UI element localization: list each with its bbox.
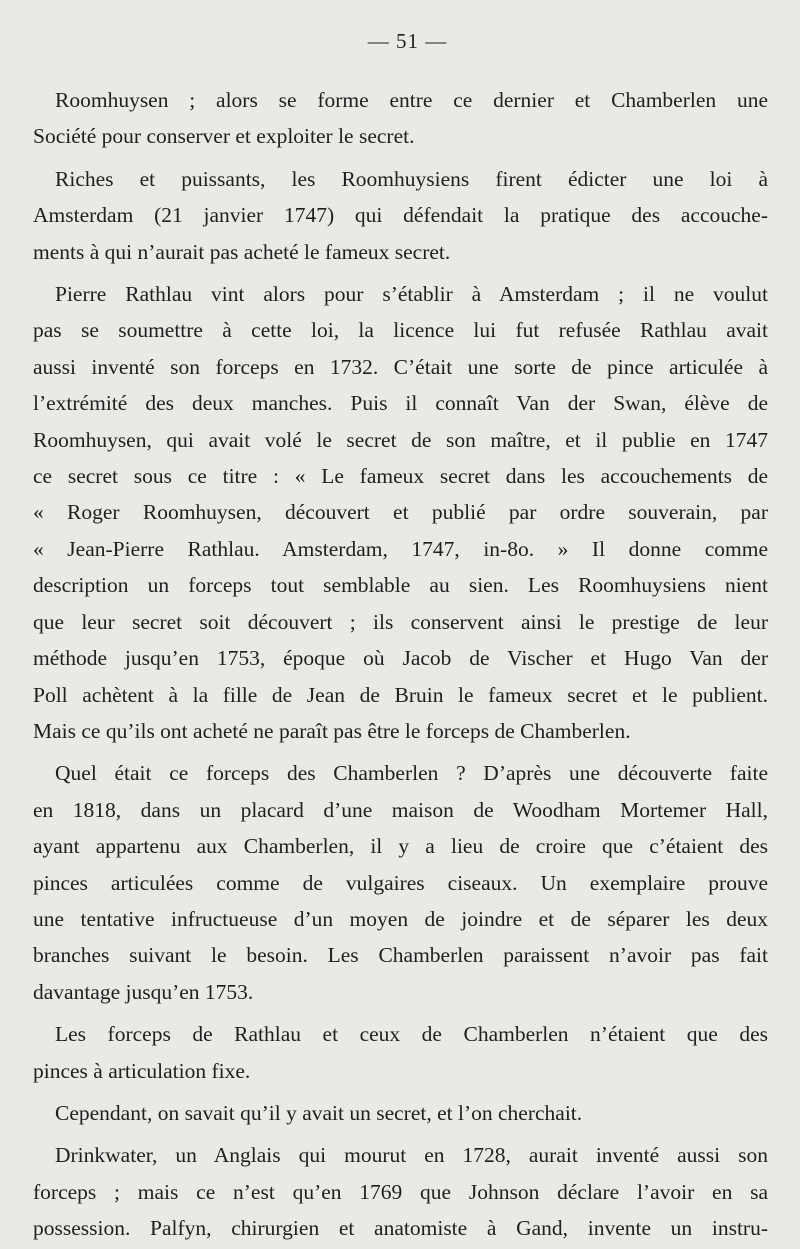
text-line: pas se soumettre à cette loi, la licence lui fut refusée Rathlau avait [33, 318, 768, 343]
text-line: Riches et puissants, les Roomhuysiens firent édicter une loi à [55, 166, 768, 191]
text-line: Roomhuysen ; alors se forme entre ce dernier et Chamberlen une [55, 88, 768, 112]
text-line: Société pour conserver et exploiter le secret. [33, 124, 415, 149]
paragraph [33, 1095, 768, 1131]
text-line: « Jean-Pierre Rathlau. Amsterdam, 1747, in-8o. » Il donne comme [33, 536, 768, 561]
text-line: ce secret sous ce titre : « Le fameux secret dans les accouchements de [33, 464, 768, 489]
text-line: description un forceps tout semblable au sien. Les Roomhuysiens nient [33, 573, 768, 598]
text-line: Pierre Rathlau vint alors pour s’établir à Amsterdam ; il ne voulut [55, 282, 768, 307]
body-text [33, 82, 768, 1247]
text-line: aussi inventé son forceps en 1732. C’était une sorte de pince articulée à [33, 354, 768, 379]
text-line: l’extrémité des deux manches. Puis il connaît Van der Swan, élève de [33, 391, 768, 416]
text-line: ayant appartenu aux Chamberlen, il y a lieu de croire que c’étaient des [33, 834, 768, 859]
paragraph [33, 755, 768, 1010]
text-line: pinces articulées comme de vulgaires ciseaux. Un exemplaire prouve [33, 870, 768, 895]
paragraph [33, 1137, 768, 1246]
text-line: davantage jusqu’en 1753. [33, 979, 254, 1004]
paragraph [33, 161, 768, 270]
page-number: — 51 — [367, 29, 448, 53]
text-line: que leur secret soit découvert ; ils conservent ainsi le prestige de leur [33, 609, 768, 634]
paragraph [33, 276, 768, 749]
text-line: « Roger Roomhuysen, découvert et publié par ordre souverain, par [33, 500, 768, 525]
text-line: pinces à articulation fixe. [33, 1058, 251, 1083]
text-line: Amsterdam (21 janvier 1747) qui défendait la pratique des accouche- [33, 203, 768, 228]
paragraph [33, 82, 768, 155]
text-line: en 1818, dans un placard d’une maison de Woodham Mortemer Hall, [33, 797, 768, 822]
text-line: Drinkwater, un Anglais qui mourut en 1728, aurait inventé aussi son [55, 1143, 768, 1168]
paragraph [33, 1016, 768, 1089]
text-line: Cependant, on savait qu’il y avait un secret, et l’on cherchait. [55, 1100, 583, 1125]
text-line: Quel était ce forceps des Chamberlen ? D’après une découverte faite [55, 761, 768, 786]
text-line: Les forceps de Rathlau et ceux de Chamberlen n’étaient que des [55, 1022, 768, 1047]
text-line: branches suivant le besoin. Les Chamberlen paraissent n’avoir pas fait [33, 943, 768, 968]
text-line: Poll achètent à la fille de Jean de Bruin le fameux secret et le publient. [33, 682, 768, 707]
text-line: méthode jusqu’en 1753, époque où Jacob de Vischer et Hugo Van der [33, 646, 768, 671]
text-line: une tentative infructueuse d’un moyen de joindre et de séparer les deux [33, 906, 768, 931]
text-line: Mais ce qu’ils ont acheté ne paraît pas être le forceps de Chamberlen. [33, 718, 631, 743]
text-line: Roomhuysen, qui avait volé le secret de son maître, et il publie en 1747 [33, 427, 768, 452]
text-line: forceps ; mais ce n’est qu’en 1769 que Johnson déclare l’avoir en sa [33, 1179, 768, 1204]
text-line: ments à qui n’aurait pas acheté le fameux secret. [33, 239, 451, 264]
text-line: possession. Palfyn, chirurgien et anatomiste à Gand, invente un instru- [33, 1216, 768, 1241]
